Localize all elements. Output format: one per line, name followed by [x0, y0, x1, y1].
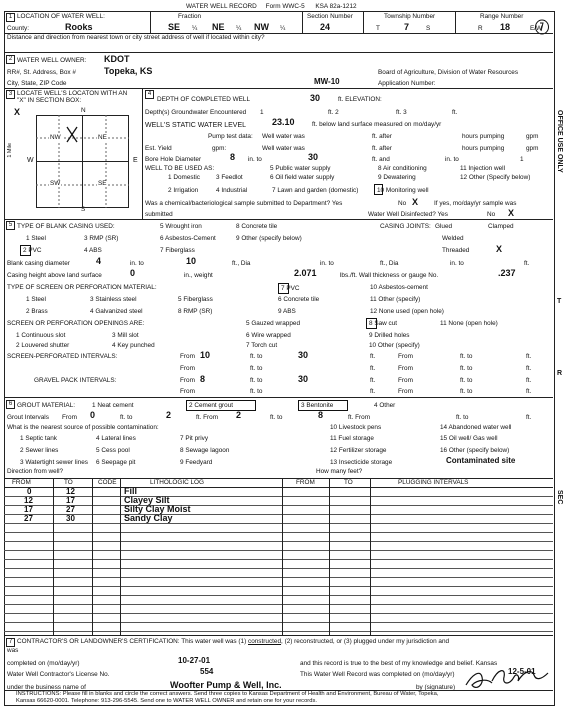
address-label: RR#, St. Address, Box # — [7, 69, 76, 76]
distance-label: Distance and direction from nearest town or city street address of well if located within city? — [7, 34, 265, 41]
gravel-to: 30 — [298, 374, 309, 384]
casing-label: TYPE OF BLANK CASING USED: — [17, 223, 115, 230]
log-row-3-to: 27 — [66, 505, 75, 514]
log-row-line — [4, 613, 553, 614]
static-level-label: WELL'S STATIC WATER LEVEL — [145, 122, 247, 129]
log-row-1-to: 12 — [66, 487, 75, 496]
grout-to-2: 8 — [318, 410, 324, 420]
section-grid — [36, 115, 129, 208]
fraction-label: Fraction — [178, 13, 202, 20]
certification-label: CONTRACTOR'S OR LANDOWNER'S CERTIFICATION: This water well was (1) constructed, (2) reconstructed, or (3) plugged under my jurisdiction and — [17, 638, 450, 645]
casing-depth: 10 — [186, 256, 197, 266]
section-number-7: 7 — [6, 638, 15, 647]
depth-value: 30 — [310, 93, 321, 103]
section-number-3: 3 — [6, 90, 15, 99]
casing-height: 0 — [130, 268, 136, 278]
township-label: Township Number — [384, 13, 436, 20]
business-name: Woofter Pump & Well, Inc. — [170, 680, 282, 690]
bore-depth: 30 — [308, 152, 319, 162]
gravel-from: 8 — [200, 374, 206, 384]
log-row-4-from: 27 — [24, 514, 33, 523]
log-row-4-desc: Sandy Clay — [124, 513, 173, 523]
section-number-6: 6 — [6, 400, 15, 409]
log-row-line — [4, 586, 553, 587]
casing-weight: 2.071 — [294, 268, 317, 278]
range-value: 18 — [500, 22, 511, 32]
screen-label: TYPE OF SCREEN OR PERFORATION MATERIAL: — [7, 284, 157, 291]
side-r-label: R — [557, 370, 563, 377]
locate-label: LOCATE WELL'S LOCATON WITH AN "X" IN SECTION BOX: — [17, 90, 128, 105]
section-number-2: 2 — [6, 55, 15, 64]
log-row-3-desc: Silty Clay Moist — [124, 504, 191, 514]
owner-address: Topeka, KS — [104, 66, 153, 76]
city-label: City, State, ZIP Code — [7, 80, 67, 87]
fraction-q2: NE — [212, 22, 225, 32]
log-row-line — [4, 550, 553, 551]
log-row-line — [4, 577, 553, 578]
log-row-3-from: 17 — [24, 505, 33, 514]
range-label: Range Number — [480, 13, 524, 20]
completed-date: 10-27-01 — [178, 656, 211, 665]
owner-label: WATER WELL OWNER: — [17, 57, 87, 64]
location-label: LOCATION OF WATER WELL: — [17, 13, 105, 20]
perforated-intervals-label: SCREEN-PERFORATED INTERVALS: — [7, 353, 118, 360]
perf-to: 30 — [298, 350, 309, 360]
log-row-2-from: 12 — [24, 496, 33, 505]
monitoring-well-option: 10 Monitoring well — [377, 187, 429, 194]
office-use-label: OFFICE USE ONLY — [556, 110, 563, 173]
grout-from: 0 — [90, 410, 96, 420]
grout-to: 2 — [166, 410, 172, 420]
perf-from: 10 — [200, 350, 211, 360]
section-number-1: 1 — [6, 13, 15, 22]
bore-diameter: 8 — [230, 152, 236, 162]
well-use-label: WELL TO BE USED AS: — [145, 165, 215, 172]
log-row-line — [4, 568, 553, 569]
side-sec-label: SEC — [556, 490, 563, 505]
signature-icon — [462, 655, 552, 695]
log-row-line — [4, 496, 553, 497]
log-row-line — [4, 595, 553, 596]
log-row-line — [4, 604, 553, 605]
static-level-value: 23.10 — [272, 117, 295, 127]
fraction-q1: SE — [168, 22, 181, 32]
section-number-label: Section Number — [307, 13, 353, 20]
township-value: 7 — [404, 22, 410, 32]
grout-label: GROUT MATERIAL: — [17, 402, 75, 409]
side-t-label: T — [557, 298, 562, 305]
log-row-line — [4, 505, 553, 506]
section-number-4: 4 — [145, 90, 154, 99]
instructions: INSTRUCTIONS: Please fill in blanks and circle the correct answers. Send three copies to Kansas Department of Health and Environment, Bureau of Water, Topeka, — [16, 691, 439, 697]
log-row-line — [4, 541, 553, 542]
log-row-line — [4, 532, 553, 533]
county-label: County: — [7, 25, 30, 32]
application-label: Application Number: — [378, 80, 436, 87]
grout-from-2: 2 — [236, 410, 242, 420]
fraction-q3: NW — [254, 22, 269, 32]
gravel-pack-label: GRAVEL PACK INTERVALS: — [34, 377, 117, 384]
section-number-value: 24 — [320, 22, 331, 32]
depth-label: DEPTH OF COMPLETED WELL — [157, 96, 251, 103]
log-row-line — [4, 631, 553, 632]
log-row-1-desc: Fill — [124, 486, 137, 496]
log-row-2-to: 17 — [66, 496, 75, 505]
groundwater-label: Depth(s) Groundwater Encountered — [145, 109, 247, 116]
log-row-4-to: 30 — [66, 514, 75, 523]
owner-name: KDOT — [104, 54, 130, 64]
log-row-line — [4, 514, 553, 515]
contamination-other: Contaminated site — [446, 456, 516, 465]
locate-x-mark: X — [14, 107, 21, 117]
log-row-line — [4, 523, 553, 524]
casing-diameter: 4 — [96, 256, 102, 266]
contamination-label: What is the nearest source of possible contamination: — [7, 424, 159, 431]
record-date: 12-5-01 — [508, 667, 536, 676]
log-row-2-desc: Clayey Silt — [124, 495, 170, 505]
log-row-line — [4, 622, 553, 623]
section-number-5: 5 — [6, 221, 15, 230]
openings-label: SCREEN OR PERFORATION OPENINGS ARE: — [7, 320, 145, 327]
board-label: Board of Agriculture, Division of Water Resources — [378, 69, 519, 76]
license-number: 554 — [200, 667, 214, 676]
log-row-line — [4, 559, 553, 560]
county-value: Rooks — [65, 22, 93, 32]
log-row-1-from: 0 — [27, 487, 32, 496]
form-title: WATER WELL RECORD Form WWC-5 KSA 82a-1212 — [186, 3, 357, 10]
well-id: MW-10 — [314, 77, 340, 86]
casing-gauge: .237 — [498, 268, 516, 278]
